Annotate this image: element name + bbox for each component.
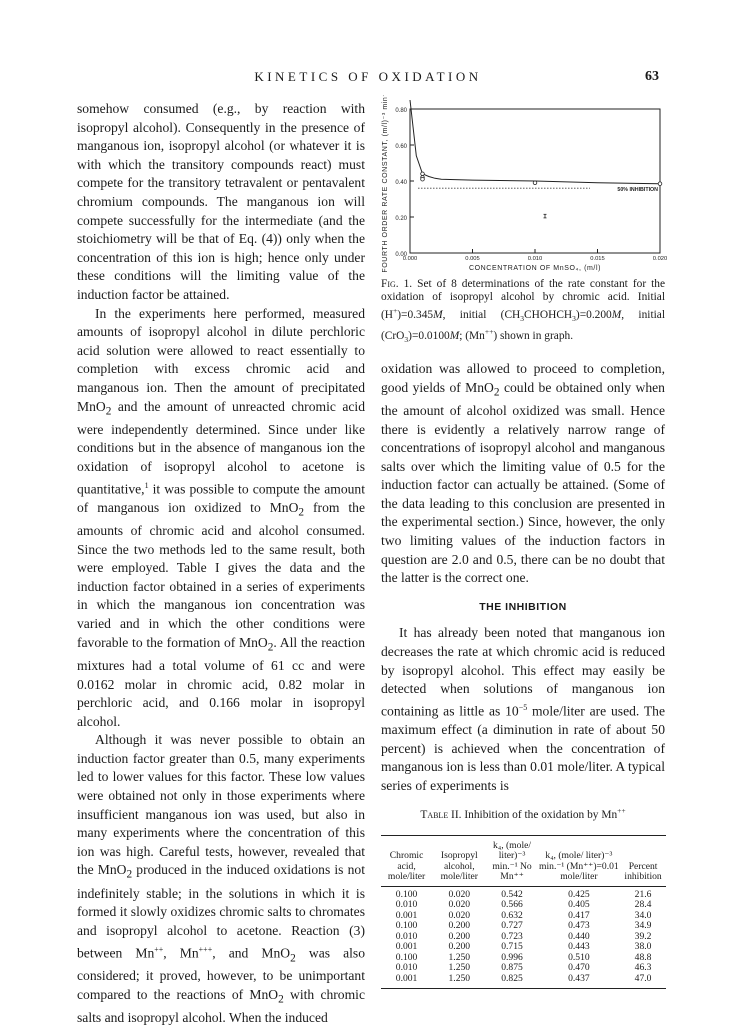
data-point	[658, 182, 662, 186]
column-header: Isopropyl alcohol, mole/liter	[432, 835, 486, 886]
table-header-row	[381, 835, 666, 886]
table-cell: 0.020	[448, 888, 471, 900]
table-cell: 0.001	[395, 909, 418, 921]
x-tick-label: 0.015	[590, 256, 605, 262]
table-cell: 0.723	[501, 930, 523, 942]
data-point	[421, 172, 425, 176]
table-cell: 0.010	[395, 899, 418, 911]
page-number: 63	[645, 69, 659, 84]
table-cell: 0.440	[568, 930, 590, 942]
y-tick-label: 0.40	[395, 180, 407, 186]
table-cell: 47.0	[634, 972, 652, 984]
table-row	[381, 911, 666, 922]
table-cell: 34.9	[634, 920, 652, 932]
table-cell: 0.001	[395, 941, 418, 953]
table-cell: 0.437	[568, 972, 590, 984]
table-cell: 0.010	[395, 930, 418, 942]
table-cell: 0.425	[568, 888, 590, 900]
table-cell: 39.2	[634, 930, 652, 942]
table-cell: 21.6	[634, 888, 652, 900]
x-axis-label: CONCENTRATION OF MnSO₄, (m/l)	[468, 265, 602, 272]
paragraph-continuation: somehow consumed (e.g., by reaction with isopropyl alcohol). Consequently in the presence of manganous ion, isopropyl alcohol (or whatever it is with which the transitory compounds react) must compete for the transitory tetravalent or pentavalent chromium compounds. The manganous ion will compete successfully for the intermediate (and the stoichiometry will be that of Eq. (4)) only when the concentration of this ion is high; hence only under these conditions will the limiting value of the induction factor be attained.	[77, 101, 365, 302]
section-heading: THE INHIBITION	[479, 600, 567, 613]
table-row	[381, 921, 666, 932]
table-cell: 0.100	[395, 888, 418, 900]
table-cell: 0.405	[568, 899, 590, 911]
table-cell: 0.020	[448, 899, 471, 911]
y-tick-label: 0.60	[395, 144, 407, 150]
table-cell: 0.200	[448, 941, 471, 953]
paragraph-experiments: In the experiments here performed, measured amounts of isopropyl alcohol in dilute perchloric acid solution were allowed to react essentially to completion with excess chromic acid and manganous ion. Then the amount of precipitated MnO$_2$ and the amount of unreacted chromic acid were independently determined. Since under like conditions but in the absence of manganous ion the oxidation of isopropyl alcohol to acetone is quantitative,$^1$ it was possible to compute the amount of manganous ion oxidized to MnO$_2$ from the amounts of chromic acid and alcohol consumed. Since the two methods led to the same result, both were employed. Table I gives the data and the induction factor obtained in a series of experiments in which the manganous ion concentration was varied and in which the other conditions were favorable to the formation of MnO$_2$. All the reaction mixtures had a total volume of 61 cc and were 0.0162 molar in chromic acid, 0.82 molar in perchloric acid, and 0.166 molar in isopropyl alcohol.	[77, 305, 365, 729]
table-cell: 46.3	[634, 962, 652, 974]
table-cell: 0.100	[395, 951, 418, 963]
table-cell: 0.473	[568, 920, 590, 932]
table-cell: 0.632	[501, 909, 523, 921]
table-cell: 0.001	[395, 972, 418, 984]
table-cell: 0.510	[568, 951, 590, 963]
table-cell: 0.470	[568, 962, 590, 974]
table-body	[381, 886, 666, 989]
column-header: Chromic acid, mole/liter	[381, 835, 432, 886]
figure-1	[378, 95, 668, 273]
table-cell: 0.010	[395, 962, 418, 974]
data-point	[421, 177, 425, 181]
table-cell: 0.200	[448, 930, 471, 942]
y-tick-label: 0.00	[395, 252, 407, 258]
x-tick-label: 0.000	[402, 256, 418, 262]
series-line	[410, 100, 660, 184]
y-tick-label: 0.20	[395, 216, 407, 222]
table-cell: 0.020	[448, 909, 471, 921]
table-cell: 0.542	[501, 888, 523, 900]
table-cell: 0.417	[568, 909, 590, 921]
inhibition-table	[381, 835, 666, 990]
table-caption: Table II. Inhibition of the oxidation by Mn++	[420, 806, 626, 822]
figure-caption: Fig. 1. Set of 8 determinations of the rate constant for the oxidation of isopropyl alcohol by chromic acid. Initial (H+)=0.345M, initial $(CH_3CHOHCH_3)=0.200M$, initial (CrO$_3$)=0.0100M; (Mn++) shown in graph.	[381, 278, 666, 345]
table-row	[381, 974, 666, 989]
left-column	[77, 100, 365, 1028]
table-cell: 0.996	[501, 951, 523, 963]
table-cell: 0.727	[501, 920, 523, 932]
running-header	[0, 69, 736, 89]
rate-constant-chart	[378, 95, 668, 273]
table-cell: 0.566	[501, 899, 523, 911]
table-row	[381, 963, 666, 974]
x-tick-label: 0.010	[527, 256, 543, 262]
column-header: Percent inhibition	[620, 835, 666, 886]
table-row	[381, 886, 666, 900]
table-cell: 0.715	[501, 941, 523, 953]
paragraph-induction-factor: Although it was never possible to obtain an induction factor greater than 0.5, many experiments led to lower values for this factor. These low values were obtained not only in those experiments where insufficient manganous ion was used, but also in many experiments where the concentration of this ion was high. Careful tests, however, revealed that the MnO$_2$ produced in the induced oxidations is not indefinitely stable; in the solutions in which it is formed it slowly oxidizes chromic salts to chromates and isopropyl alcohol to acetone. Reaction (3) between Mn++, Mn+++, and MnO$_2$ was also considered; it proved, however, to be unimportant compared to the reactions of MnO$_2$ with chromic salts and isopropyl alcohol. When the induced	[77, 732, 366, 1026]
table-cell: 1.250	[448, 962, 471, 974]
right-column	[381, 360, 665, 989]
table-cell: 48.8	[634, 951, 652, 963]
table-cell: 0.825	[501, 972, 523, 984]
paragraph-inhibition: It has already been noted that manganous ion decreases the rate at which chromic acid is reduced by isopropyl alcohol. This effect may easily be detected when solutions of manganous ion containing as little as $10^{-5}$ mole/liter are used. The maximum effect (a diminution in rate of about 50 percent) is achieved when the concentration of manganous ion is less than 0.01 mole/liter. A typical series of experiments is	[381, 625, 665, 793]
y-axis-label: FOURTH ORDER RATE CONSTANT, (m/l)⁻³ min⁻¹	[382, 95, 389, 273]
paragraph-completion: oxidation was allowed to proceed to completion, good yields of MnO$_2$ could be obtained only when the amount of alcohol oxidized was small. Hence there is evidently a relatively narrow range of concentrations of isopropyl alcohol and manganous salts over which the limiting value of 0.5 for the induction factor can actually be attained. (Some of the data leading to this conclusion are presented in the experimental section.) Since, however, the only two limiting values of the induction factors in question are 2.0 and 0.5, there can be no doubt that the latter is the correct one.	[381, 361, 665, 586]
table-cell: 1.250	[448, 972, 471, 984]
data-point	[533, 181, 537, 185]
table-cell: 0.875	[501, 962, 523, 974]
running-title: KINETICS OF OXIDATION	[254, 69, 482, 84]
table-row	[381, 942, 666, 953]
table-cell: 28.4	[634, 899, 652, 911]
table-cell: 1.250	[448, 951, 471, 963]
table-row	[381, 953, 666, 964]
table-row	[381, 932, 666, 943]
table-cell: 34.0	[634, 909, 652, 921]
table-cell: 0.200	[448, 920, 471, 932]
column-header: k₄, (mole/ liter)⁻³ min.⁻¹ (Mn⁺⁺)=0.01 mole/liter	[538, 835, 621, 886]
table-cell: 0.100	[395, 920, 418, 932]
column-header: k₄, (mole/ liter)⁻³ min.⁻¹ No Mn⁺⁺	[486, 835, 537, 886]
table-cell: 38.0	[634, 941, 652, 953]
table-row	[381, 900, 666, 911]
y-tick-label: 0.80	[395, 108, 407, 114]
table-cell: 0.443	[568, 941, 590, 953]
x-tick-label: 0.005	[465, 256, 480, 262]
inhibition-label: 50% INHIBITION	[617, 187, 658, 194]
x-tick-label: 0.020	[652, 256, 668, 262]
